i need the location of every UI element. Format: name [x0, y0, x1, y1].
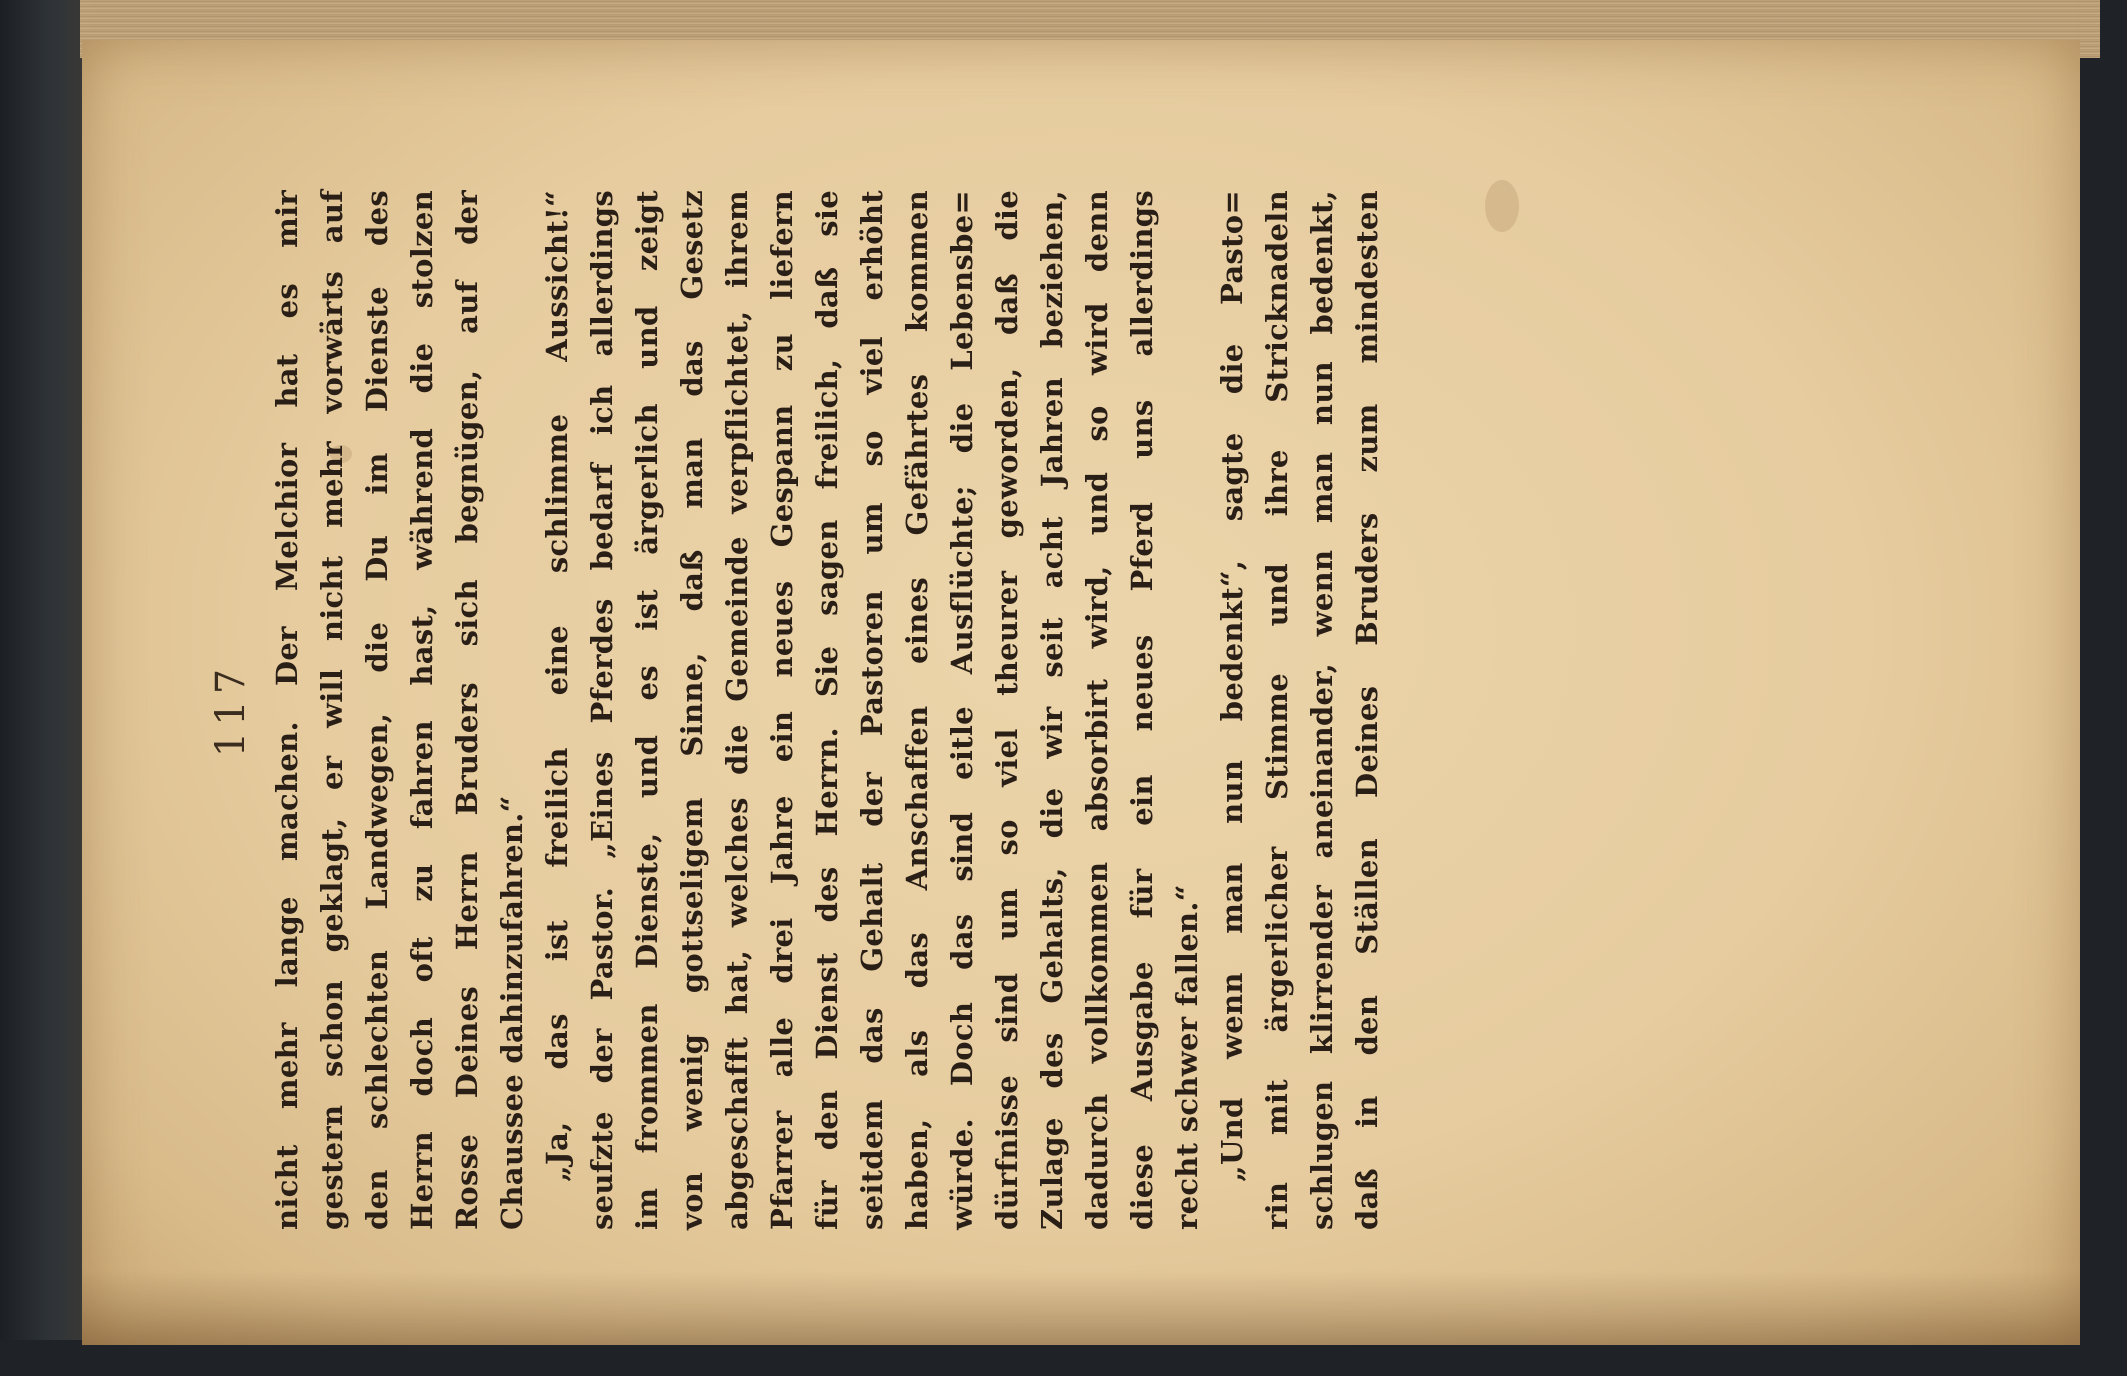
text-line: schlugen klirrender aneinander, wenn man nun bedenkt, — [1305, 190, 1339, 1230]
text-line: haben, als das Anschaffen eines Gefährtes kommen — [900, 190, 934, 1230]
text-line: für den Dienst des Herrn. Sie sagen freilich, daß sie — [810, 190, 844, 1230]
text-line: den schlechten Landwegen, die Du im Dienste des — [360, 190, 394, 1230]
text-line: seufzte der Pastor. „Eines Pferdes bedarf ich allerdings — [585, 190, 619, 1230]
rotated-text-area — [208, 190, 1788, 1230]
text-line: „Und wenn man nun bedenkt“, sagte die Pasto= — [1215, 190, 1249, 1182]
page-number: 117 — [208, 662, 254, 758]
book-cover-bottom — [0, 1340, 2127, 1376]
text-line: Herrn doch oft zu fahren hast, während die stolzen — [405, 190, 439, 1230]
gutter-shadow — [82, 1270, 2080, 1345]
text-line: daß in den Ställen Deines Bruders zum mindesten — [1350, 190, 1384, 1230]
text-line: abgeschafft hat, welches die Gemeinde verpflichtet, ihrem — [720, 190, 754, 1230]
book-cover-right — [2075, 0, 2127, 1376]
text-line: „Ja, das ist freilich eine schlimme Aussicht!“ — [540, 190, 574, 1182]
body-text — [270, 190, 1395, 1230]
text-line: seitdem das Gehalt der Pastoren um so viel erhöht — [855, 190, 889, 1230]
book-cover-left — [0, 0, 90, 1376]
text-line: rin mit ärgerlicher Stimme und ihre Stricknadeln — [1260, 190, 1294, 1230]
text-line: Rosse Deines Herrn Bruders sich begnügen, auf der — [450, 190, 484, 1230]
text-line: im frommen Dienste, und es ist ärgerlich und zeigt — [630, 190, 664, 1230]
text-line: nicht mehr lange machen. Der Melchior hat es mir — [270, 190, 304, 1230]
text-line: dadurch vollkommen absorbirt wird, und so wird denn — [1080, 190, 1114, 1230]
text-line: dürfnisse sind um so viel theurer geworden, daß die — [990, 190, 1024, 1230]
text-line: von wenig gottseligem Sinne, daß man das Gesetz — [675, 190, 709, 1230]
text-line: diese Ausgabe für ein neues Pferd uns allerdings — [1125, 190, 1159, 1230]
text-line: Chaussee dahinzufahren.“ — [495, 795, 529, 1230]
text-line: Zulage des Gehalts, die wir seit acht Jahren beziehen, — [1035, 190, 1069, 1230]
text-line: recht schwer fallen.“ — [1170, 884, 1204, 1230]
text-line: würde. Doch das sind eitle Ausflüchte; die Lebensbe= — [945, 190, 979, 1230]
text-line: Pfarrer alle drei Jahre ein neues Gespann zu liefern — [765, 190, 799, 1230]
text-line: gestern schon geklagt, er will nicht mehr vorwärts auf — [315, 190, 349, 1230]
